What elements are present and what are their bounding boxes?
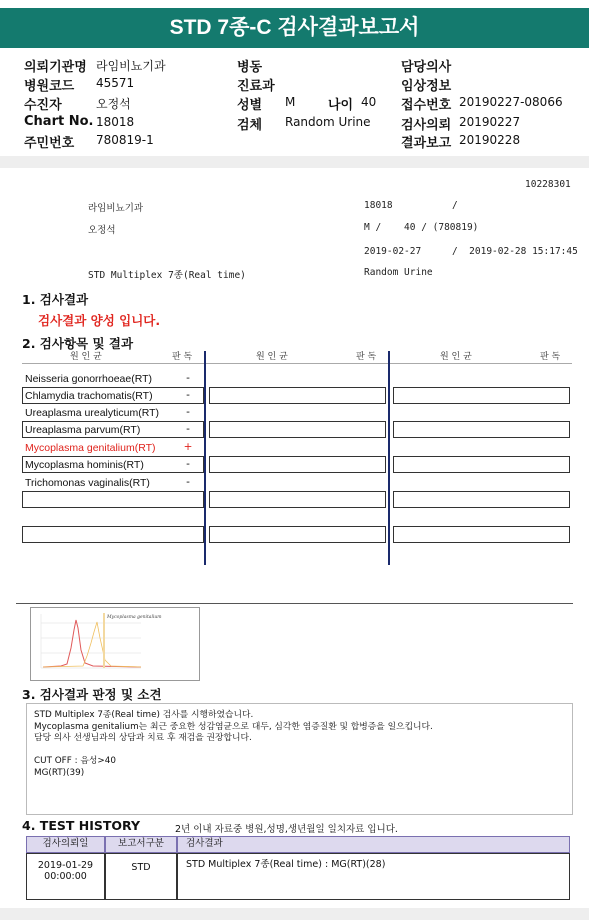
results-column-header — [22, 351, 572, 364]
col-judgment-1: 판 독 — [172, 352, 193, 362]
history-time: 00:00:00 — [44, 871, 87, 882]
opinion-line: Mycoplasma genitalium는 최근 중요한 성감염균으로 대두, 심각한 염증질환 및 합병증을 일으킵니다. — [34, 721, 433, 732]
print-reported: / 2019-02-28 15:17:45 — [452, 246, 578, 257]
history-date: 2019-01-29 — [37, 860, 94, 871]
print-patient: 오정석 — [88, 225, 116, 236]
report-date-value: 20190228 — [459, 133, 521, 147]
report-date-label: 결과보고 — [401, 136, 452, 151]
clinic-value: 라임비뇨기과 — [96, 59, 166, 73]
department-label: 진료과 — [237, 79, 275, 94]
graph-legend: Mycoplasma genitalium — [107, 615, 162, 620]
resident-no-label: 주민번호 — [24, 136, 75, 151]
specimen-label: 검체 — [237, 118, 263, 133]
request-date-label: 검사의뢰 — [401, 118, 452, 133]
request-date-value: 20190227 — [459, 115, 521, 129]
result-row-box-empty — [209, 456, 386, 473]
result-message: 검사결과 양성 입니다. — [38, 313, 161, 328]
receipt-no-value: 20190227-08066 — [459, 95, 563, 109]
chart-no-value: 18018 — [96, 115, 135, 129]
hospital-code-value: 45571 — [96, 76, 135, 90]
organism-result: - — [186, 389, 190, 401]
organism-result: - — [186, 372, 190, 384]
specimen-value: Random Urine — [285, 115, 371, 129]
patient-label: 수진자 — [24, 98, 62, 113]
col-organism-2: 원 인 균 — [256, 352, 288, 362]
print-sex-age: M / 40 / (780819) — [364, 222, 479, 233]
organism-name: Trichomonas vaginalis(RT) — [25, 477, 150, 489]
col-judgment-2: 판 독 — [356, 352, 377, 362]
col-organism-3: 원 인 균 — [440, 352, 472, 362]
organism-result-positive: + — [183, 441, 193, 453]
result-row-box-empty — [393, 491, 570, 508]
opinion-box — [26, 703, 573, 815]
organism-name: Chlamydia trachomatis(RT) — [25, 390, 153, 402]
result-row-box-empty — [22, 526, 204, 543]
divider-line — [16, 603, 573, 604]
organism-name-positive: Mycoplasma genitalium(RT) — [25, 442, 156, 454]
organism-result: - — [186, 458, 190, 470]
opinion-line: CUT OFF : 음성>40 — [34, 756, 116, 766]
print-test-name: STD Multiplex 7종(Real time) — [88, 270, 246, 281]
opinion-line: STD Multiplex 7종(Real time) 검사를 시행하였습니다. — [34, 710, 254, 720]
history-date-cell — [26, 853, 105, 900]
age-value: 40 — [361, 95, 377, 109]
patient-value: 오정석 — [96, 97, 131, 111]
print-clinic: 라임비뇨기과 — [88, 203, 144, 214]
print-received: 2019-02-27 — [364, 246, 422, 257]
print-chart: 18018 — [364, 200, 393, 211]
sex-label: 성별 — [237, 98, 263, 113]
result-row-box-empty — [209, 491, 386, 508]
opinion-spacer — [34, 745, 565, 757]
receipt-no-label: 접수번호 — [401, 98, 452, 113]
clinic-label: 의뢰기관명 — [24, 60, 87, 75]
opinion-line: 담당 의사 선생님과의 상담과 치료 후 재검을 권장합니다. — [34, 733, 252, 743]
result-row-box-empty — [209, 387, 386, 404]
organism-result: - — [186, 476, 190, 488]
column-divider-2 — [388, 351, 390, 565]
threshold-band — [103, 613, 105, 668]
organism-name: Ureaplasma parvum(RT) — [25, 424, 141, 436]
organism-result: - — [186, 406, 190, 418]
print-slash: / — [452, 200, 458, 211]
report-title: STD 7종-C 검사결과보고서 — [0, 8, 589, 48]
graph-gridlines — [41, 614, 141, 668]
history-note: 2년 이내 자료중 병원,성명,생년월일 일치자료 입니다. — [175, 824, 398, 835]
opinion-line: MG(RT)(39) — [34, 767, 85, 778]
section3-title: 3. 검사결과 판정 및 소견 — [22, 687, 162, 702]
history-type: STD — [131, 862, 151, 873]
amplification-curve-reference — [43, 622, 141, 667]
separator-band — [0, 156, 589, 168]
sex-value: M — [285, 95, 296, 109]
organism-result: - — [186, 423, 190, 435]
amplification-graph — [30, 607, 200, 681]
result-row-box-empty — [209, 526, 386, 543]
result-row-box-empty — [393, 456, 570, 473]
section2-title: 2. 검사항목 및 결과 — [22, 336, 134, 351]
result-row-box-empty — [393, 421, 570, 438]
result-row-box-empty — [209, 421, 386, 438]
hospital-code-label: 병원코드 — [24, 79, 75, 94]
organism-name: Ureaplasma urealyticum(RT) — [25, 407, 160, 419]
age-label: 나이 — [328, 98, 354, 113]
col-organism-1: 원 인 균 — [70, 352, 102, 362]
history-result-cell — [177, 853, 570, 900]
history-result: STD Multiplex 7종(Real time) : MG(RT)(28) — [186, 859, 386, 870]
amplification-curve-chart — [31, 608, 199, 680]
history-header-date: 검사의뢰일 — [26, 836, 105, 853]
organism-name: Neisseria gonorrhoeae(RT) — [25, 373, 153, 385]
print-code: 10228301 — [525, 179, 571, 190]
footer-band — [0, 908, 589, 920]
amplification-curve-positive — [43, 620, 141, 667]
print-specimen: Random Urine — [364, 267, 433, 278]
col-judgment-3: 판 독 — [540, 352, 561, 362]
result-row-box-empty — [393, 387, 570, 404]
organism-name: Mycoplasma hominis(RT) — [25, 459, 144, 471]
history-header-result: 검사결과 — [177, 836, 570, 853]
resident-no-value: 780819-1 — [96, 133, 154, 147]
chart-no-label: Chart No. — [24, 114, 94, 129]
clinical-info-label: 임상정보 — [401, 79, 452, 94]
history-header-type: 보고서구분 — [105, 836, 177, 853]
ward-label: 병동 — [237, 60, 263, 75]
doctor-label: 담당의사 — [401, 60, 452, 75]
history-type-cell — [105, 853, 177, 900]
column-divider-1 — [204, 351, 206, 565]
section1-title: 1. 검사결과 — [22, 292, 89, 307]
section4-title: 4. TEST HISTORY — [22, 818, 141, 833]
result-row-box-empty — [393, 526, 570, 543]
result-row-box-empty — [22, 491, 204, 508]
